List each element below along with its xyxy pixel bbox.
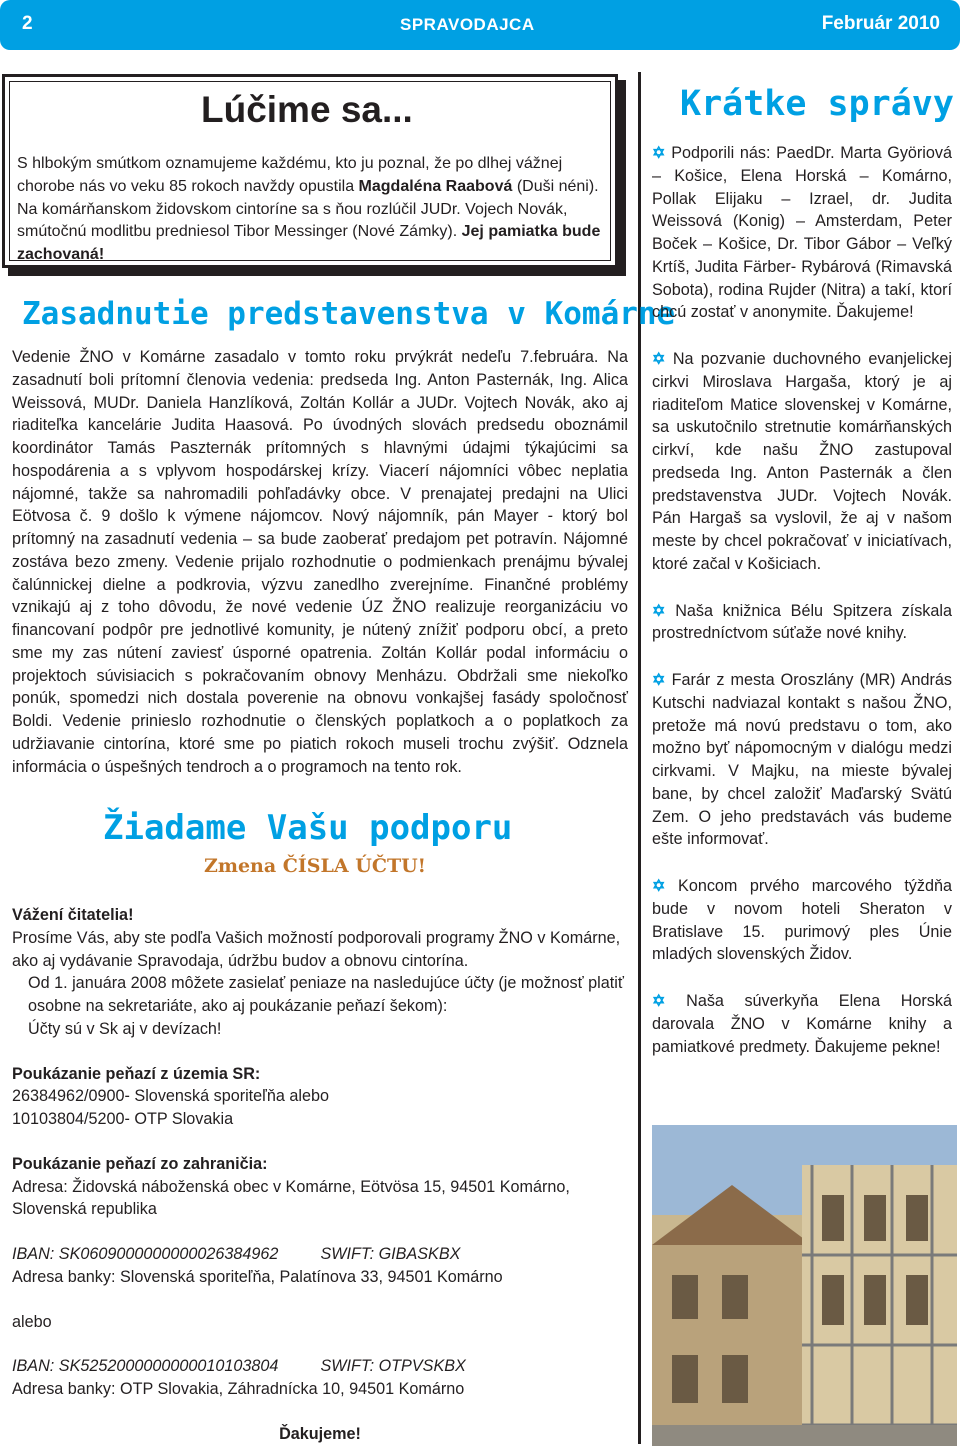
photo-illustration (652, 1125, 957, 1446)
obituary-closing: Jej pamiatka bude zachovaná! (17, 223, 601, 264)
star-of-david-icon: ✡ (652, 877, 666, 895)
support-intro: Prosíme Vás, aby ste podľa Vašich možností podporovali programy ŽNO v Komárne, ako aj vydávanie Spravodaja, údržbu budov a obnovu cintorína. (12, 928, 621, 970)
iban-line-1 (12, 1243, 628, 1266)
alternative-text: alebo (12, 1312, 52, 1331)
thanks-text: Ďakujeme! (279, 1424, 361, 1443)
publication-name: SPRAVODAJCA (400, 15, 535, 34)
foreign-address: Adresa: Židovská náboženská obec v Komárne, Eötvösa 15, 94501 Komárno, Slovenská republika (12, 1177, 570, 1219)
domestic-heading: Poukázanie peňazí z územia SR: (12, 1064, 261, 1083)
news-title: Krátke správy (680, 84, 954, 124)
star-of-david-icon: ✡ (652, 350, 666, 368)
support-subtitle: Zmena ČÍSLA ÚČTU! (204, 855, 426, 877)
news-item: ✡ Na pozvanie duchovného evanjelickej cirkvi Miroslava Hargaša, ktorý je aj riaditeľom Matice slovenskej v Komárne, sa uskutočnilo stretnutie komárňanských cirkví, kde našu ŽNO zastupoval predseda Ing. Anton Pasternák a člen predstavenstva JUDr. Vojtech Novák. Pán Hargaš sa vyslovil, že aj v našom meste by chcel pokračovať v iniciatívach, ktoré začal v Košiciach. (652, 350, 953, 573)
iban-line-2 (12, 1355, 628, 1378)
obituary-title: Lúčime sa... (201, 89, 413, 130)
star-of-david-icon: ✡ (652, 144, 666, 162)
meeting-body: Vedenie ŽNO v Komárne zasadalo v tomto roku prvýkrát nedeľu 7.februára. Na zasadnutí boli prítomní členovia vedenia: predseda Ing. Anton Pasternák, Ing. Alica Weissová, MUDr. Daniela Hanzlíková, Zoltán Kollár a JUDr. Vojtech Novák, ako aj riaditeľka kancelárie Judita Haasová. Po úvodných slovách predsedu oboznámil koordinátor Tamás Paszternák prítomných s hlavnými údajmi týkajúcimi sa hospodárenia a s vplyvom hospodárskej krízy. Viacerí nájomníci vôbec neplatia nájomné, takže sa nahromadili pohľadávky obce. V prenajatej predajni na Ulici Eötvosa č. 9 došlo k výmene nájomcov. Nový nájomník, pán Mayer - ktorý bol prítomný na zasadnutí vedenia – sa bude zaoberať predajom pet potravín. Nájomné zostáva bezo zmeny. Vedenie prijalo rozhodnutie o podmienkach prenájmu bývalej čalúnnickej dielne a podkrovia, výzvu zanedlho zverejníme. Finančné problémy vznikajú aj z toho dôvodu, že nové vedenie ÚZ ŽNO realizuje reorganizáciu vo financovaní podpôr pre jednotlivé komunity, je nútený znížiť podporu obcí, a preto sme my zas nútení zaviesť úsporné opatrenia. Zoltán Kollár podal informáciu o projektoch súvisiacich s pokračovaním obnovy Menházu. Obdržali sme niekoľko ponúk, spomedzi nich dostala poverenie na obnovu vonkajšej fasády spoločnosť Boldi. Vedenie prinieslo rozhodnutie o členských poplatkoch a o poplatkoch za udržiavanie cintorína, ktoré sme po piatich rokoch museli trochu zvýšiť. Odznela informácia o úspešných tendroch a o programoch na tento rok. (12, 348, 628, 776)
foreign-heading: Poukázanie peňazí zo zahraničia: (12, 1154, 268, 1173)
star-of-david-icon: ✡ (652, 992, 666, 1010)
news-item: ✡ Naša súverkyňa Elena Horská darovala ŽNO v Komárne knihy a pamiatkové predmety. Ďakujeme pekne! (652, 992, 952, 1056)
domestic-account-2: 10103804/5200- OTP Slovakia (12, 1110, 234, 1128)
page-header (0, 0, 960, 50)
bank-address-1: Adresa banky: Slovenská sporiteľňa, Palatínova 33, 94501 Komárno (12, 1267, 503, 1286)
news-item: ✡ Koncom prvého marcového týždňa bude v novom hoteli Sheraton v Bratislave 15. purimový ples Únie mladých slovenských Židov. (652, 877, 953, 964)
news-item: ✡ Naša knižnica Bélu Spitzera získala prostredníctvom súťaže nové knihy. (652, 601, 952, 643)
star-of-david-icon: ✡ (652, 671, 666, 689)
domestic-account-1: 26384962/0900- Slovenská sporiteľňa alebo (12, 1087, 330, 1106)
obituary-text: S hlbokým smútkom oznamujeme každému, kto ju poznal, že po dlhej vážnej chorobe nás vo veku 85 rokoch navždy opustila Magdaléna Raabová (Duši néni). Na komárňanskom židovskom cintoríne sa s ňou rozlúčil JUDr. Vojech Novák, smútočnú modlitbu predniesol Tibor Messinger (Nové Zámky). Jej pamiatka bude zachovaná! (17, 155, 601, 264)
swift-2: SWIFT: OTPVSKBX (320, 1357, 466, 1376)
building-photo (652, 1125, 957, 1446)
news-list (652, 142, 952, 1082)
support-from-date: Od 1. januára 2008 môžete zasielať peniaze na nasledujúce účty (je možnosť platiť osobne na sekretariáte, ako aj poukázanie peňazí šekom): (28, 974, 624, 1015)
obituary-box (2, 74, 618, 268)
meeting-title: Zasadnutie predstavenstva v Komárne (22, 296, 676, 332)
news-item: ✡ Farár z mesta Oroszlány (MR) András Kutschi nadviazal kontakt s našou ŽNO, pretože má novú predstavu o tom, ako možno byť nápomocným v dialógu medzi cirkvami. V Majku, na mieste bývalej bane, by chcel založiť Maďarský Svätú Zem. O jeho predstavách vás budeme ešte informovať. (652, 671, 952, 849)
page-number: 2 (22, 13, 33, 34)
iban-1: IBAN: SK0609000000000026384962 (12, 1245, 279, 1263)
currency-note: Účty sú v Sk aj v devízach! (28, 1019, 222, 1038)
swift-1: SWIFT: GIBASKBX (320, 1245, 461, 1263)
news-item: ✡ Podporili nás: PaedDr. Marta Györiová – Košice, Elena Horská – Komárno, Pollak Elijaku – Izrael, dr. Judita Weissová (Konig) – Amsterdam, Peter Boček – Košice, Dr. Tibor Gábor – Veľký Krtíš, Judita Färber- Rybárová (Rimavská Sobota), rodina Rujder (Nitra) a takí, ktorí chcú zostať v anonymite. Ďakujeme! (652, 144, 952, 322)
support-title: Žiadame Vašu podporu (103, 808, 513, 848)
issue-date: Február 2010 (821, 13, 940, 34)
greeting: Vážení čitatelia! (12, 906, 134, 924)
deceased-name: Magdaléna Raabová (358, 177, 513, 195)
bank-address-2: Adresa banky: OTP Slovakia, Záhradnícka 10, 94501 Komárno (12, 1380, 465, 1398)
star-of-david-icon: ✡ (652, 601, 666, 620)
column-divider (638, 72, 641, 1444)
support-section (12, 904, 628, 1446)
iban-2: IBAN: SK5252000000000010103804 (12, 1357, 279, 1376)
